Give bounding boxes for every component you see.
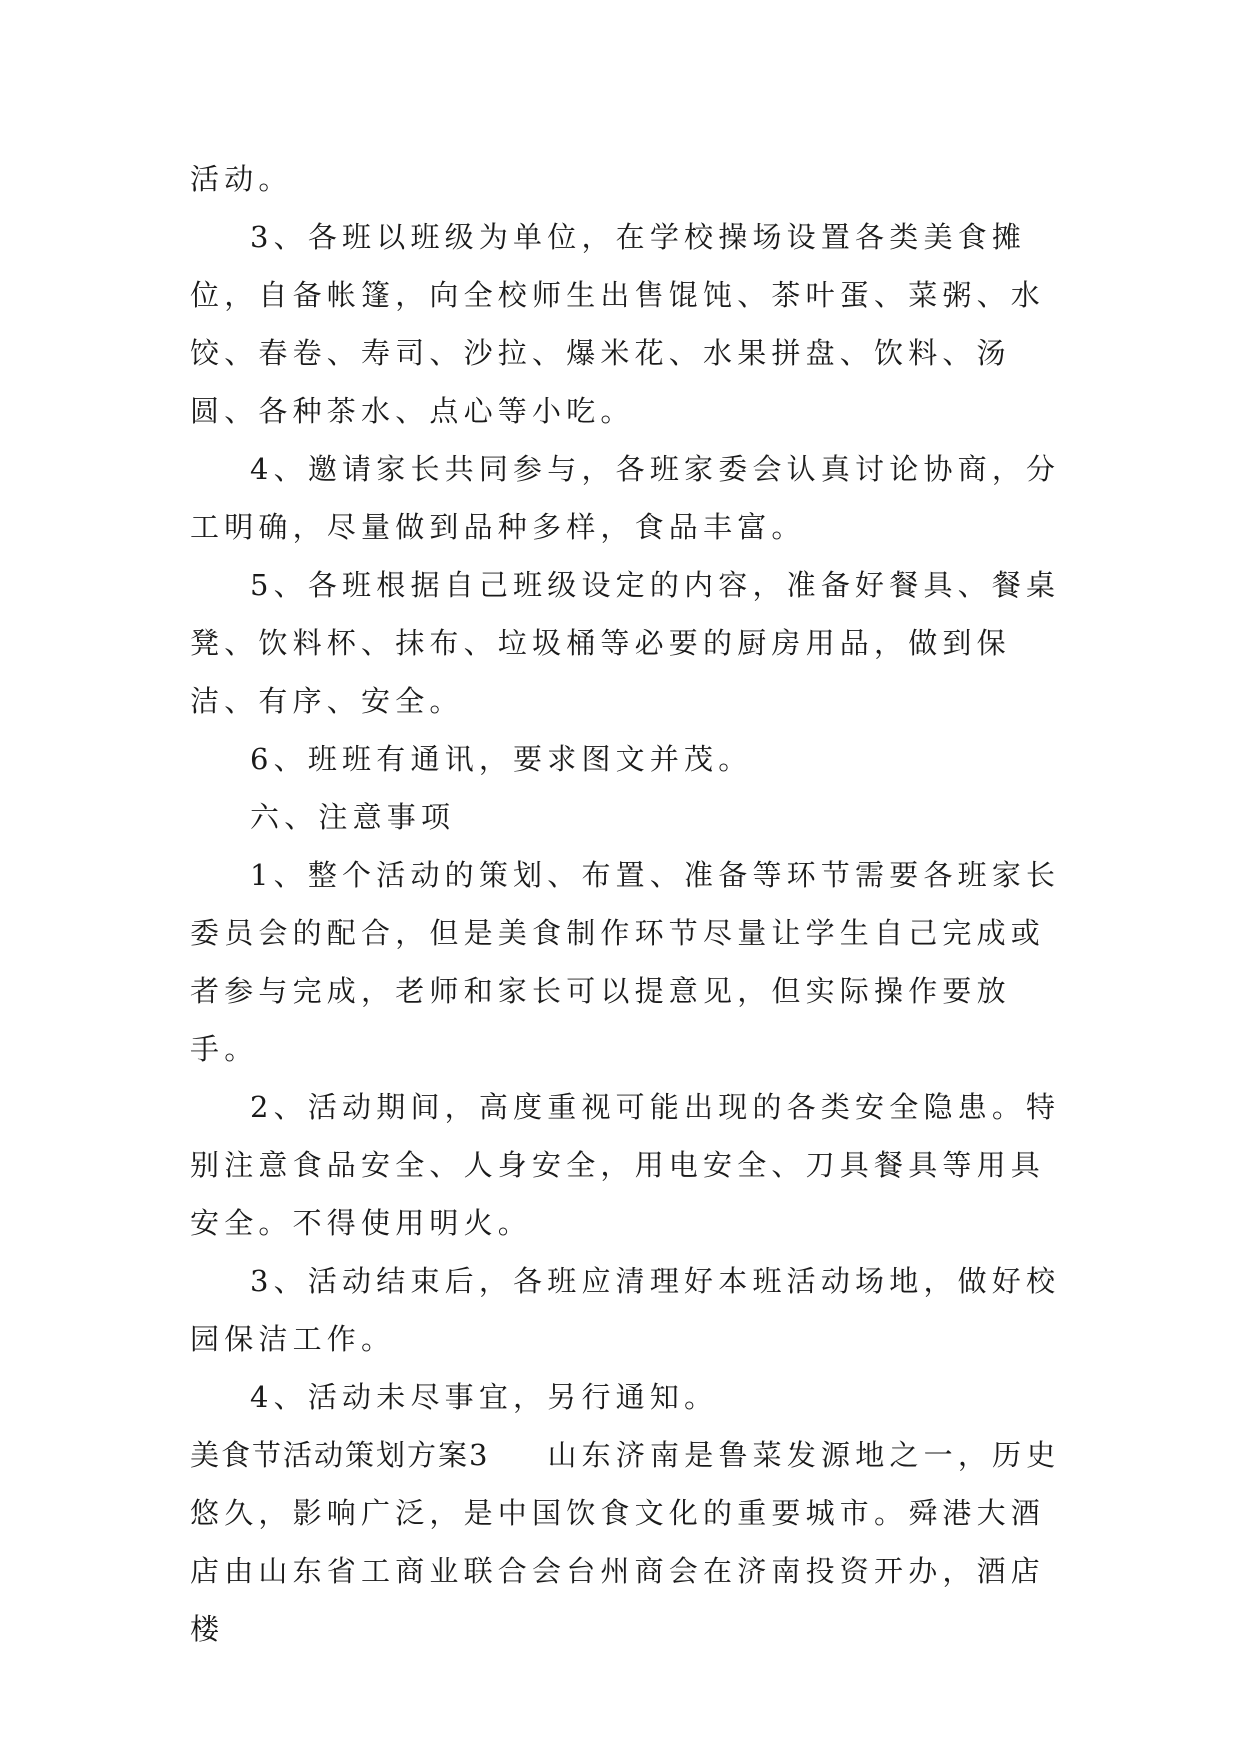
paragraph-note-4: 4、活动未尽事宜，另行通知。 [250,1380,719,1414]
document-body [190,150,1062,1658]
paragraph-item-5-supplies: 5、各班根据自己班级设定的内容，准备好餐具、餐桌凳、饮料杯、抹布、垃圾桶等必要的厨房用品，做到保洁、有序、安全。 [190,568,1061,718]
paragraph-item-3-stalls: 3、各班以班级为单位，在学校操场设置各类美食摊位，自备帐篷，向全校师生出售馄饨、茶叶蛋、菜粥、水饺、春卷、寿司、沙拉、爆米花、水果拼盘、饮料、汤圆、各种茶水、点心等小吃。 [190,220,1046,428]
section-3-paragraph [190,1426,1062,1658]
paragraph-note-1: 1、整个活动的策划、布置、准备等环节需要各班家长委员会的配合，但是美食制作环节尽量让学生自己完成或者参与完成，老师和家长可以提意见，但实际操作要放手。 [190,858,1061,1066]
section-3-title: 美食节活动策划方案3 [190,1438,490,1472]
paragraph-continuation: 活动。 [190,162,293,196]
paragraph-item-4-parents: 4、邀请家长共同参与，各班家委会认真讨论协商，分工明确，尽量做到品种多样，食品丰富。 [190,452,1061,544]
section-heading-notes: 六、注意事项 [250,800,456,834]
paragraph-note-2: 2、活动期间，高度重视可能出现的各类安全隐患。特别注意食品安全、人身安全，用电安全、刀具餐具等用具安全。不得使用明火。 [190,1090,1061,1240]
paragraph-item-6-newsletter: 6、班班有通讯，要求图文并茂。 [250,742,753,776]
paragraph-note-3: 3、活动结束后，各班应清理好本班活动场地，做好校园保洁工作。 [190,1264,1061,1356]
section-3-body: 山东济南是鲁菜发源地之一，历史悠久，影响广泛，是中国饮食文化的重要城市。舜港大酒店由山东省工商业联合会台州商会在济南投资开办，酒店楼 [190,1438,1061,1646]
